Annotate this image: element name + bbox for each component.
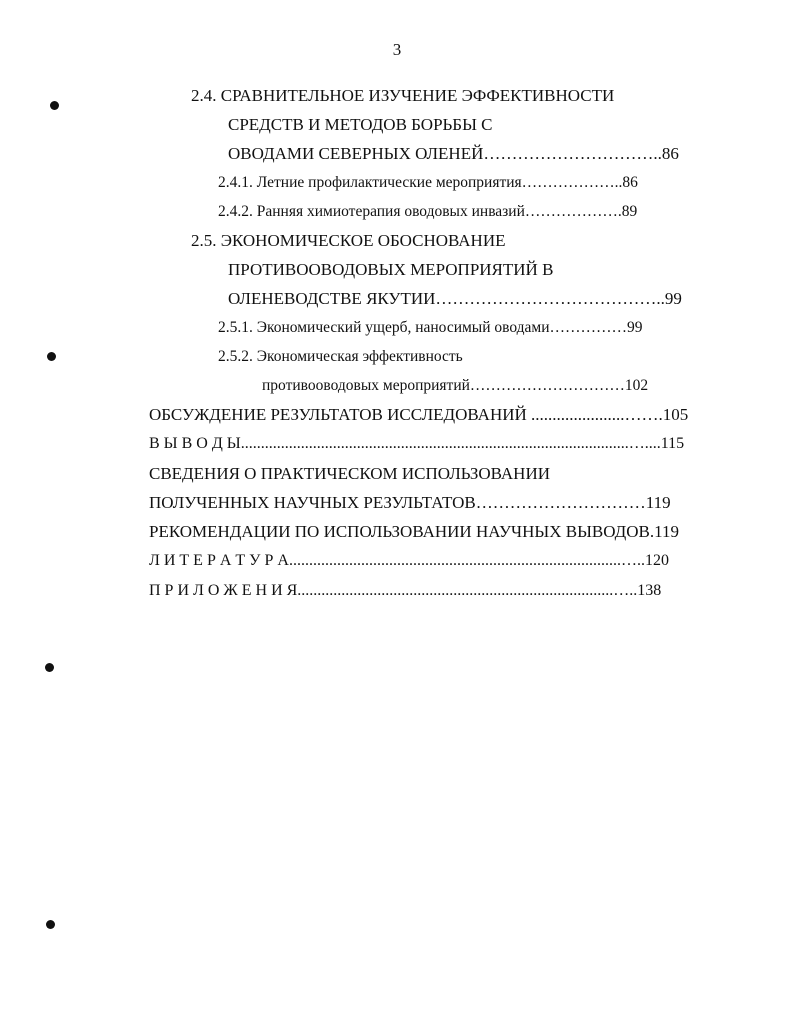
binder-hole-mark-4 [46,920,55,929]
toc-2-5-2-line-1: 2.5.2. Экономическая эффективность [218,348,463,365]
toc-appendices: П Р И Л О Ж Е Н И Я...............................................................................…..138 [149,582,662,599]
toc-2-4-2: 2.4.2. Ранняя химиотерапия оводовых инвазий……………….89 [218,203,638,220]
toc-2-4-line-1: 2.4. СРАВНИТЕЛЬНОЕ ИЗУЧЕНИЕ ЭФФЕКТИВНОСТИ [191,86,615,105]
toc-discussion: ОБСУЖДЕНИЕ РЕЗУЛЬТАТОВ ИССЛЕДОВАНИЙ ......................…….105 [149,405,689,424]
toc-2-5-line-2: ПРОТИВООВОДОВЫХ МЕРОПРИЯТИЙ В [228,260,554,279]
toc-recommendations: РЕКОМЕНДАЦИИ ПО ИСПОЛЬЗОВАНИИ НАУЧНЫХ ВЫВОДОВ.119 [149,522,679,541]
toc-2-4-1: 2.4.1. Летние профилактические мероприятия………………..86 [218,174,638,191]
toc-2-4-line-2: СРЕДСТВ И МЕТОДОВ БОРЬБЫ С [228,115,493,134]
toc-2-5-1: 2.5.1. Экономический ущерб, наносимый оводами……………99 [218,319,643,336]
toc-2-5-line-3: ОЛЕНЕВОДСТВЕ ЯКУТИИ…………………………………..99 [228,289,682,308]
binder-hole-mark-2 [47,352,56,361]
toc-2-4-line-3: ОВОДАМИ СЕВЕРНЫХ ОЛЕНЕЙ…………………………..86 [228,144,679,163]
toc-2-5-line-1: 2.5. ЭКОНОМИЧЕСКОЕ ОБОСНОВАНИЕ [191,231,506,250]
toc-2-5-2-line-2: противооводовых мероприятий…………………………102 [262,377,649,394]
toc-practical-line-2: ПОЛУЧЕННЫХ НАУЧНЫХ РЕЗУЛЬТАТОВ…………………………119 [149,493,671,512]
toc-practical-line-1: СВЕДЕНИЯ О ПРАКТИЧЕСКОМ ИСПОЛЬЗОВАНИИ [149,464,551,483]
toc-literature: Л И Т Е Р А Т У Р А...................................................................................…..120 [149,552,669,569]
binder-hole-mark-1 [50,101,59,110]
binder-hole-mark-3 [45,663,54,672]
page-number: 3 [392,40,402,59]
toc-conclusions: В Ы В О Д Ы.................................................................................................…....115 [149,435,685,452]
